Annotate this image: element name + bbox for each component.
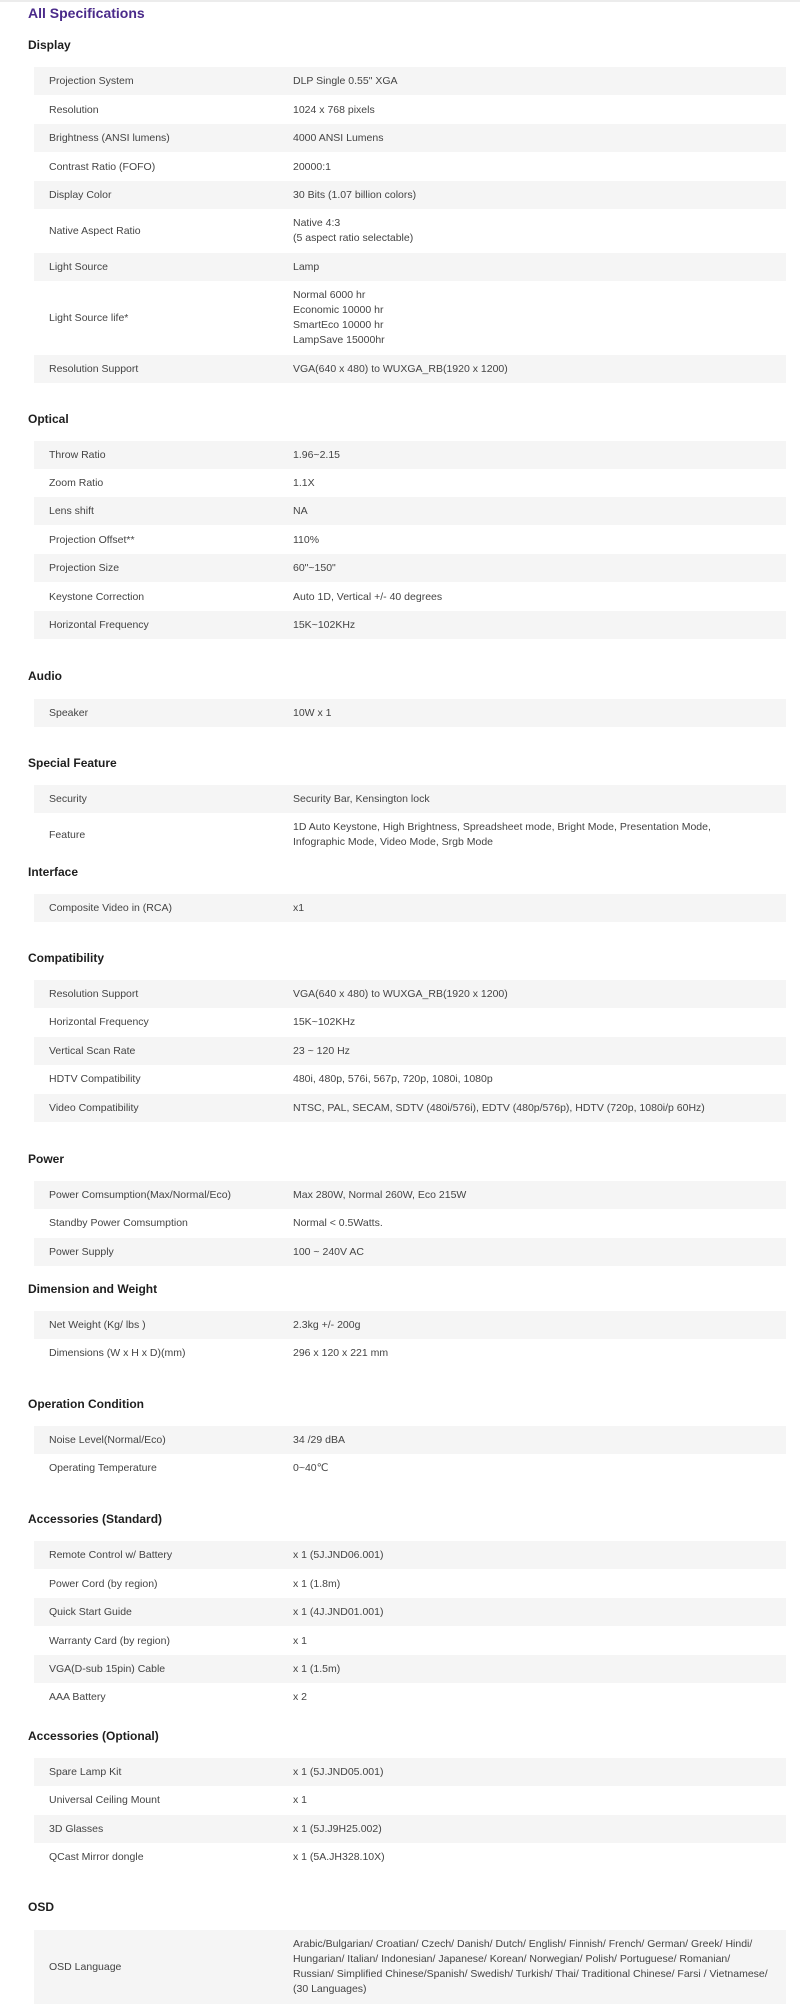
spec-row [34,1570,786,1598]
spec-label: Light Source [49,261,108,273]
spec-value-text: DLP Single 0.55" XGA [293,74,398,87]
spec-row [34,583,786,611]
spec-value-text: 60"~150" [293,561,336,574]
spec-row [34,67,786,95]
spec-row [34,497,786,525]
spec-value-text: 296 x 120 x 221 mm [293,1346,389,1359]
spec-value-text: x 1 (1.8m) [293,1577,341,1590]
spec-row [34,1655,786,1683]
section-title: Accessories (Optional) [28,1729,159,1743]
spec-label: HDTV Compatibility [49,1073,141,1085]
spec-value [293,1094,772,1122]
spec-value [293,1037,772,1065]
spec-value-text: 0~40℃ [293,1461,329,1474]
spec-value-text: Security Bar, Kensington lock [293,792,430,805]
spec-row [34,1758,786,1786]
spec-label: Feature [49,829,86,841]
spec-label: Brightness (ANSI lumens) [49,132,170,144]
spec-value [293,1570,772,1598]
spec-row [34,611,786,639]
spec-value [293,281,772,355]
spec-row [34,96,786,124]
spec-row [34,554,786,582]
spec-value-text: Max 280W, Normal 260W, Eco 215W [293,1188,467,1201]
spec-value [293,554,772,582]
spec-value [293,1627,772,1655]
spec-label: Native Aspect Ratio [49,225,141,237]
spec-label: Security [49,793,87,805]
spec-row [34,1843,786,1871]
spec-row [34,355,786,383]
spec-value-text: NA [293,504,308,517]
section-title: Dimension and Weight [28,1282,158,1296]
spec-value [293,67,772,95]
spec-value-text: 2.3kg +/- 200g [293,1318,361,1331]
spec-value-text: 15K~102KHz [293,1015,356,1028]
spec-label: VGA(D-sub 15pin) Cable [49,1663,166,1675]
spec-value [293,181,772,209]
section-title: Special Feature [28,756,117,770]
spec-value [293,1843,772,1871]
spec-value [293,1008,772,1036]
spec-row [34,813,786,857]
spec-value [293,1238,772,1266]
spec-value-text: x 1 (1.5m) [293,1662,341,1675]
spec-label: Dimensions (W x H x D)(mm) [49,1347,186,1359]
spec-label: Horizontal Frequency [49,619,149,631]
spec-value-text: x 1 (5J.J9H25.002) [293,1822,382,1835]
section-title: Accessories (Standard) [28,1512,163,1526]
spec-value [293,1181,772,1209]
spec-value-text: 15K~102KHz [293,618,356,631]
spec-value [293,497,772,525]
spec-row [34,1930,786,2004]
spec-row [34,1094,786,1122]
spec-label: Universal Ceiling Mount [49,1794,160,1806]
spec-value [293,1426,772,1454]
spec-label: Quick Start Guide [49,1606,132,1618]
spec-value [293,153,772,181]
spec-value [293,1454,772,1482]
spec-value [293,611,772,639]
spec-value-text: 20000:1 [293,160,331,173]
spec-label: Projection Offset** [49,534,135,546]
spec-row [34,281,786,355]
spec-value [293,1065,772,1093]
spec-value-text: 10W x 1 [293,706,332,719]
spec-label: 3D Glasses [49,1823,104,1835]
spec-value-text: x 1 (5A.JH328.10X) [293,1850,385,1863]
spec-value-text: 1.1X [293,476,315,489]
spec-value-text: Arabic/Bulgarian/ Croatian/ Czech/ Danish/ Dutch/ English/ Finnish/ French/ German/ Greek/ Hindi/ Hungarian/ Italian/ Indonesian/ Japanese/ Korean/ Norwegian/ Polish/ Portuguese/ Romanian/ Russian/ Simplified Chinese/Spanish/ Swedish/ Turkish/ Thai/ Traditional Chinese/ Farsi / Vietnamese/ (30 Languages) [293,1938,768,1995]
spec-value [293,469,772,497]
spec-row [34,894,786,922]
spec-value-text: x 1 (5J.JND06.001) [293,1548,384,1561]
spec-label: Resolution [49,104,99,116]
spec-label: Remote Control w/ Battery [49,1549,173,1561]
spec-value-text: x 1 [293,1634,308,1647]
spec-row [34,1426,786,1454]
spec-label: Video Compatibility [49,1102,139,1114]
spec-row [34,1065,786,1093]
spec-row [34,699,786,727]
page-title: All Specifications [28,5,145,21]
spec-value [293,583,772,611]
spec-value-text: Normal 6000 hr Economic 10000 hr SmartEco 10000 hr LampSave 15000hr [293,289,385,346]
spec-value [293,124,772,152]
spec-value [293,1930,772,2004]
spec-label: Resolution Support [49,363,139,375]
top-divider [0,0,800,2]
spec-row [34,181,786,209]
spec-label: OSD Language [49,1961,122,1973]
spec-value [293,441,772,469]
spec-label: Speaker [49,707,89,719]
spec-row [34,209,786,253]
spec-value-text: NTSC, PAL, SECAM, SDTV (480i/576i), EDTV (480p/576p), HDTV (720p, 1080i/p 60Hz) [293,1101,705,1114]
spec-value-text: VGA(640 x 480) to WUXGA_RB(1920 x 1200) [293,987,508,1000]
spec-label: Vertical Scan Rate [49,1045,136,1057]
spec-row [34,1541,786,1569]
spec-value-text: x 1 (5J.JND05.001) [293,1765,384,1778]
spec-label: Resolution Support [49,988,139,1000]
spec-label: Standby Power Comsumption [49,1217,188,1229]
spec-label: Keystone Correction [49,591,145,603]
spec-label: Throw Ratio [49,449,106,461]
spec-value [293,813,772,857]
spec-row [34,1311,786,1339]
spec-row [34,1008,786,1036]
section-title: Operation Condition [28,1397,144,1411]
section-title: Interface [28,865,79,879]
spec-row [34,1238,786,1266]
spec-value [293,980,772,1008]
spec-label: Net Weight (Kg/ lbs ) [49,1319,146,1331]
spec-label: Projection System [49,75,134,87]
spec-value [293,1786,772,1814]
spec-value-text: x 1 (4J.JND01.001) [293,1605,384,1618]
spec-value [293,526,772,554]
spec-value [293,1339,772,1367]
spec-label: Lens shift [49,505,94,517]
spec-value [293,894,772,922]
spec-value [293,209,772,253]
spec-row [34,1209,786,1237]
spec-value-text: VGA(640 x 480) to WUXGA_RB(1920 x 1200) [293,362,508,375]
spec-row [34,469,786,497]
spec-row [34,1037,786,1065]
spec-value-text: x 1 [293,1793,308,1806]
spec-row [34,1454,786,1482]
spec-value [293,1655,772,1683]
spec-label: Power Supply [49,1246,114,1258]
spec-value [293,253,772,281]
spec-label: Spare Lamp Kit [49,1766,122,1778]
spec-row [34,1786,786,1814]
spec-label: Power Comsumption(Max/Normal/Eco) [49,1189,232,1201]
spec-value-text: Normal < 0.5Watts. [293,1216,383,1229]
spec-value [293,1598,772,1626]
spec-value-text: x 2 [293,1690,308,1703]
spec-label: Zoom Ratio [49,477,104,489]
spec-value-text: Auto 1D, Vertical +/- 40 degrees [293,590,443,603]
spec-row [34,785,786,813]
spec-label: Power Cord (by region) [49,1578,158,1590]
section-title: Display [28,38,71,52]
spec-label: Light Source life* [49,312,129,324]
spec-row [34,1683,786,1711]
spec-row [34,124,786,152]
spec-value [293,1209,772,1237]
spec-value-text: 480i, 480p, 576i, 567p, 720p, 1080i, 1080p [293,1072,493,1085]
section-title: Audio [28,669,62,683]
spec-value-text: Native 4:3 (5 aspect ratio selectable) [293,217,414,244]
spec-value [293,1815,772,1843]
spec-label: Warranty Card (by region) [49,1635,170,1647]
spec-value-text: x1 [293,901,305,914]
spec-row [34,441,786,469]
spec-row [34,253,786,281]
spec-value [293,355,772,383]
spec-row [34,1627,786,1655]
spec-value-text: 34 /29 dBA [293,1433,345,1446]
spec-label: AAA Battery [49,1691,106,1703]
spec-value-text: 100 ~ 240V AC [293,1245,364,1258]
spec-label: Display Color [49,189,112,201]
section-title: Power [28,1152,65,1166]
spec-value [293,1758,772,1786]
spec-row [34,526,786,554]
spec-row [34,1339,786,1367]
spec-label: QCast Mirror dongle [49,1851,144,1863]
section-title: Compatibility [28,951,105,965]
spec-value [293,699,772,727]
section-title: Optical [28,412,69,426]
spec-row [34,980,786,1008]
spec-value [293,1683,772,1711]
spec-value-text: 23 ~ 120 Hz [293,1044,350,1057]
spec-value [293,1541,772,1569]
spec-row [34,1181,786,1209]
spec-label: Operating Temperature [49,1462,157,1474]
spec-label: Composite Video in (RCA) [49,902,172,914]
spec-label: Noise Level(Normal/Eco) [49,1434,166,1446]
spec-value-text: 30 Bits (1.07 billion colors) [293,188,417,201]
spec-value [293,96,772,124]
spec-row [34,153,786,181]
spec-value [293,1311,772,1339]
spec-row [34,1815,786,1843]
spec-value-text: Lamp [293,260,320,273]
spec-label: Projection Size [49,562,120,574]
spec-label: Horizontal Frequency [49,1016,149,1028]
spec-value-text: 1D Auto Keystone, High Brightness, Spreadsheet mode, Bright Mode, Presentation Mode, Infographic Mode, Video Mode, Srgb Mode [293,821,711,848]
section-title: OSD [28,1900,55,1914]
spec-value-text: 1.96~2.15 [293,448,341,461]
spec-row [34,1598,786,1626]
spec-label: Contrast Ratio (FOFO) [49,161,156,173]
spec-value-text: 110% [293,533,320,546]
spec-value-text: 4000 ANSI Lumens [293,131,384,144]
spec-value-text: 1024 x 768 pixels [293,103,375,116]
spec-value [293,785,772,813]
